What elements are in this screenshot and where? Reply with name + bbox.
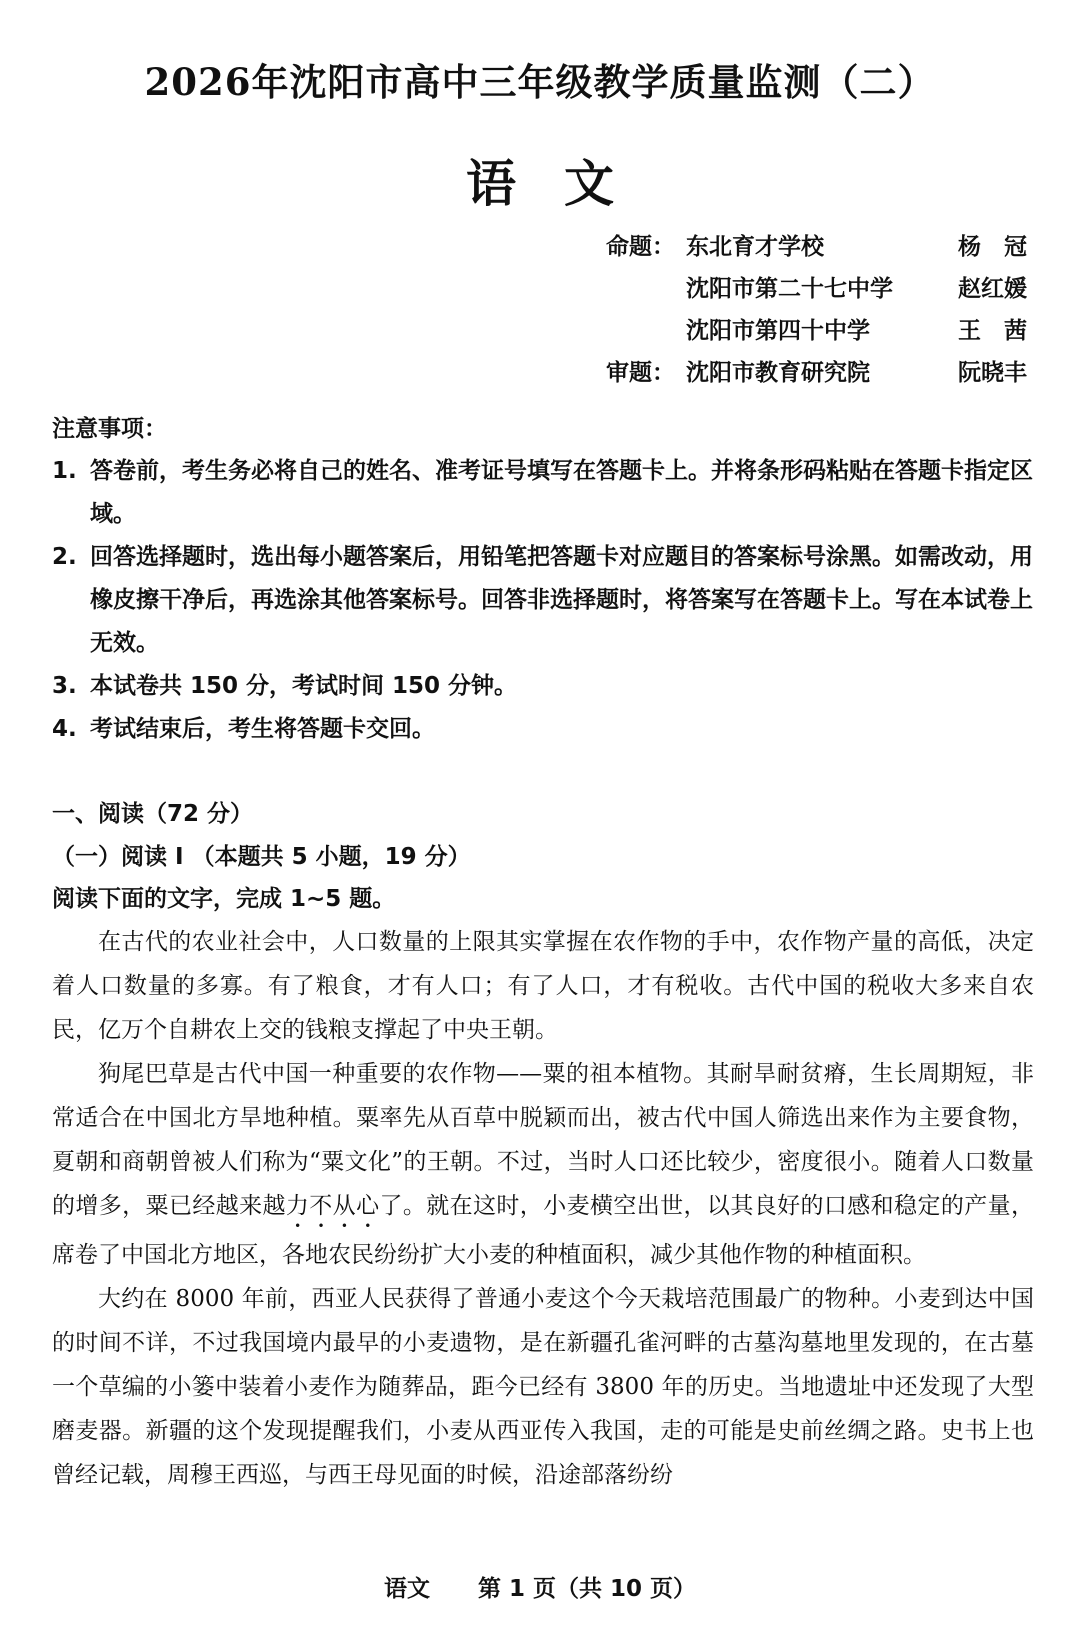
note-text: 答卷前，考生务必将自己的姓名、准考证号填写在答题卡上。并将条形码粘贴在答题卡指定区域。 <box>90 458 1033 527</box>
credit-role: 审题： <box>606 360 675 386</box>
page-footer <box>0 1570 1080 1603</box>
note-item <box>52 708 1038 751</box>
note-number: 4. <box>52 716 77 742</box>
credit-row <box>0 312 1080 348</box>
passage-paragraph <box>52 1052 1034 1277</box>
footer-subject: 语文 <box>383 1576 430 1602</box>
credit-row <box>0 270 1080 306</box>
credit-school: 沈阳市第四十中学 <box>686 318 870 344</box>
note-number: 1. <box>52 458 77 484</box>
note-item <box>52 450 1038 536</box>
subsection-title: （一）阅读 I （本题共 5 小题，19 分） <box>52 844 471 870</box>
page-number: 第 1 页（共 10 页） <box>477 1576 697 1602</box>
note-item <box>52 665 1038 708</box>
note-item <box>52 536 1038 665</box>
credit-school: 东北育才学校 <box>686 234 824 260</box>
credit-name: 王 茜 <box>958 318 1027 344</box>
credit-name: 赵红媛 <box>958 276 1027 302</box>
note-text: 本试卷共 150 分，考试时间 150 分钟。 <box>90 673 518 699</box>
credit-role: 命题： <box>606 234 675 260</box>
reading-passage <box>52 920 1034 1497</box>
subject-title: 语文 <box>466 154 662 213</box>
reading-instruction: 阅读下面的文字，完成 1~5 题。 <box>52 886 396 912</box>
passage-text: 了。就在这时，小麦横空出世，以其良好的口感和稳定的产量，席卷了中国北方地区，各地农民纷纷扩大小麦的种植面积，减少其他作物的种植面积。 <box>52 1193 1035 1268</box>
credit-row <box>0 228 1080 264</box>
credit-school: 沈阳市教育研究院 <box>686 360 870 386</box>
passage-paragraph: 在古代的农业社会中，人口数量的上限其实掌握在农作物的手中，农作物产量的高低，决定着人口数量的多寡。有了粮食，才有人口；有了人口，才有税收。古代中国的税收大多来自农民，亿万个自耕农上交的钱粮支撑起了中央王朝。 <box>52 929 1034 1043</box>
passage-paragraph: 大约在 8000 年前，西亚人民获得了普通小麦这个今天栽培范围最广的物种。小麦到达中国的时间不详，不过我国境内最早的小麦遗物，是在新疆孔雀河畔的古墓沟墓地里发现的，在古墓一个草编的小篓中装着小麦作为随葬品，距今已经有 3800 年的历史。当地遗址中还发现了大型磨麦器。新疆的这个发现提醒我们，小麦从西亚传入我国，走的可能是史前丝绸之路。史书上也曾经记载，周穆王西巡，与西王母见面的时候，沿途部落纷纷 <box>52 1286 1034 1488</box>
credit-school: 沈阳市第二十七中学 <box>686 276 893 302</box>
note-text: 考试结束后，考生将答题卡交回。 <box>90 716 435 742</box>
note-number: 2. <box>52 544 77 570</box>
exam-title: 2026年沈阳市高中三年级教学质量监测（二） <box>144 60 936 104</box>
note-text: 回答选择题时，选出每小题答案后，用铅笔把答题卡对应题目的答案标号涂黑。如需改动，用橡皮擦干净后，再选涂其他答案标号。回答非选择题时，将答案写在答题卡上。写在本试卷上无效。 <box>90 544 1033 656</box>
notes-list <box>52 450 1038 751</box>
section-title: 一、阅读（72 分） <box>52 801 254 827</box>
note-number: 3. <box>52 673 77 699</box>
credit-name: 杨 冠 <box>958 234 1027 260</box>
credit-row <box>0 354 1080 390</box>
credit-name: 阮晓丰 <box>958 360 1027 386</box>
notes-heading: 注意事项： <box>52 416 167 442</box>
emphasized-phrase: 力不从心 <box>285 1193 380 1219</box>
passage-text: 狗尾巴草是古代中国一种重要的农作物——粟的祖本植物。其耐旱耐贫瘠，生长周期短，非常适合在中国北方旱地种植。粟率先从百草中脱颖而出，被古代中国人筛选出来作为主要食物，夏朝和商朝曾被人们称为“粟文化”的王朝。不过，当时人口还比较少，密度很小。随着人口数量的增多，粟已经越来越 <box>52 1061 1034 1219</box>
